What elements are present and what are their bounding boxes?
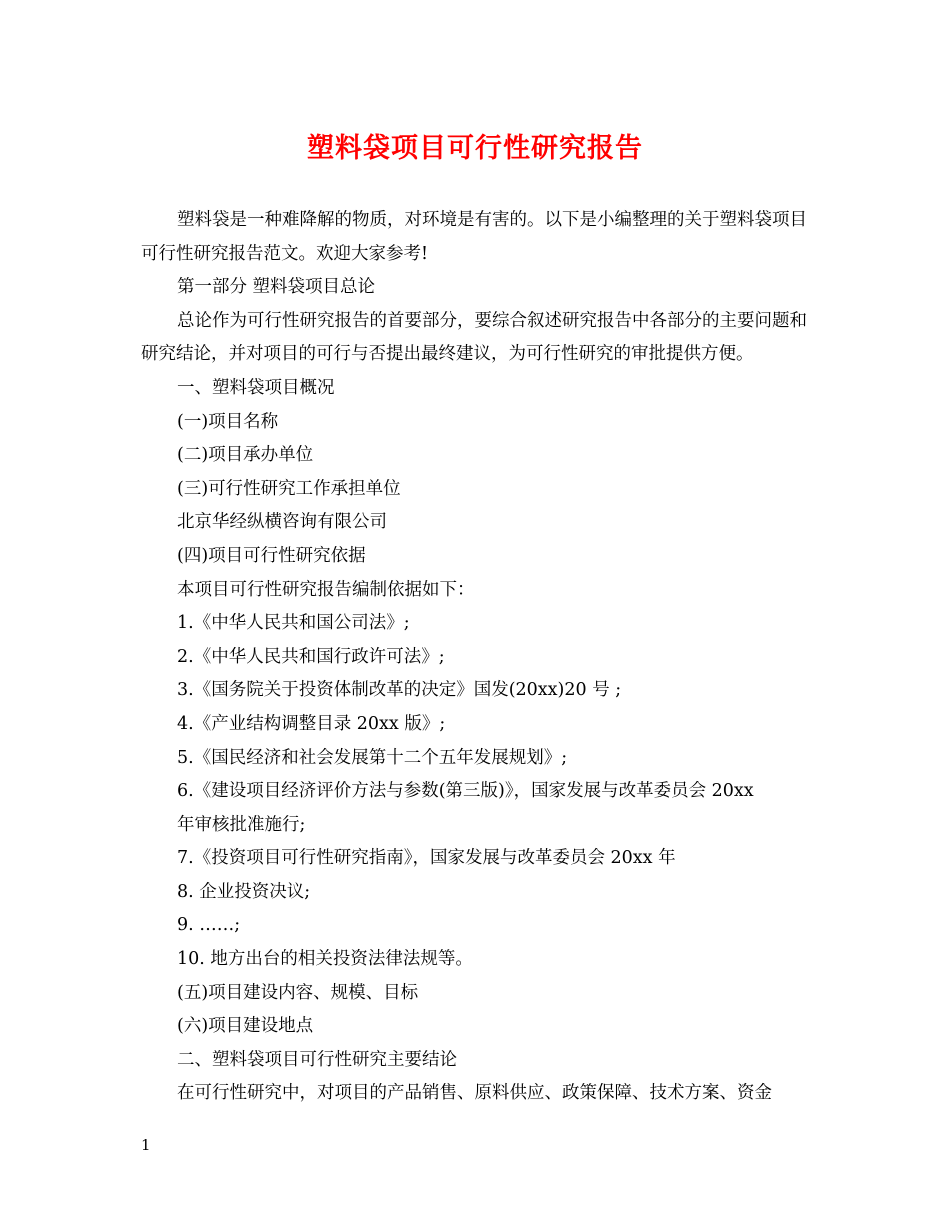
basis-list-item: 7.《投资项目可行性研究指南》，国家发展与改革委员会 20xx 年	[177, 848, 676, 869]
study-basis-item: (四)项目可行性研究依据	[177, 545, 366, 566]
page-number: 1	[141, 1136, 151, 1154]
basis-list-item: 6.《建设项目经济评价方法与参数(第三版)》，国家发展与改革委员会 20xx	[177, 781, 754, 802]
construction-location-item: (六)项目建设地点	[177, 1016, 314, 1037]
study-unit-item: (三)可行性研究工作承担单位	[177, 478, 401, 499]
part1-heading: 第一部分 塑料袋项目总论	[177, 277, 376, 298]
basis-list-item: 8. 企业投资决议;	[177, 881, 311, 902]
study-unit-value: 北京华经纵横咨询有限公司	[177, 512, 387, 533]
intro-paragraph: 塑料袋是一种难降解的物质，对环境是有害的。以下是小编整理的关于塑料袋项目可行性研究报告范文。欢迎大家参考!	[141, 210, 807, 264]
basis-list-item: 1.《中华人民共和国公司法》;	[177, 613, 410, 634]
project-name-item: (一)项目名称	[177, 411, 279, 432]
basis-intro: 本项目可行性研究报告编制依据如下：	[177, 579, 475, 600]
basis-list-item: 4.《产业结构调整目录 20xx 版》;	[177, 713, 446, 734]
section1-heading: 一、塑料袋项目概况	[177, 377, 335, 398]
project-sponsor-item: (二)项目承办单位	[177, 445, 314, 466]
section2-paragraph: 在可行性研究中，对项目的产品销售、原料供应、政策保障、技术方案、资金	[177, 1083, 772, 1104]
section2-heading: 二、塑料袋项目可行性研究主要结论	[177, 1049, 457, 1070]
document-title: 塑料袋项目可行性研究报告	[307, 133, 643, 164]
basis-list-item: 5.《国民经济和社会发展第十二个五年发展规划》;	[177, 747, 568, 768]
part1-summary-paragraph: 总论作为可行性研究报告的首要部分，要综合叙述研究报告中各部分的主要问题和研究结论，并对项目的可行与否提出最终建议，为可行性研究的审批提供方便。	[141, 310, 807, 365]
construction-content-item: (五)项目建设内容、规模、目标	[177, 982, 419, 1003]
basis-list-item: 9. ……;	[177, 915, 241, 936]
basis-list-item: 10. 地方出台的相关投资法律法规等。	[177, 949, 473, 970]
basis-list-item: 2.《中华人民共和国行政许可法》;	[177, 646, 445, 667]
document-body	[141, 204, 821, 1111]
basis-list-item: 3.《国务院关于投资体制改革的决定》国发(20xx)20 号 ;	[177, 680, 622, 701]
basis-list-item-continuation: 年审核批准施行;	[177, 814, 306, 835]
